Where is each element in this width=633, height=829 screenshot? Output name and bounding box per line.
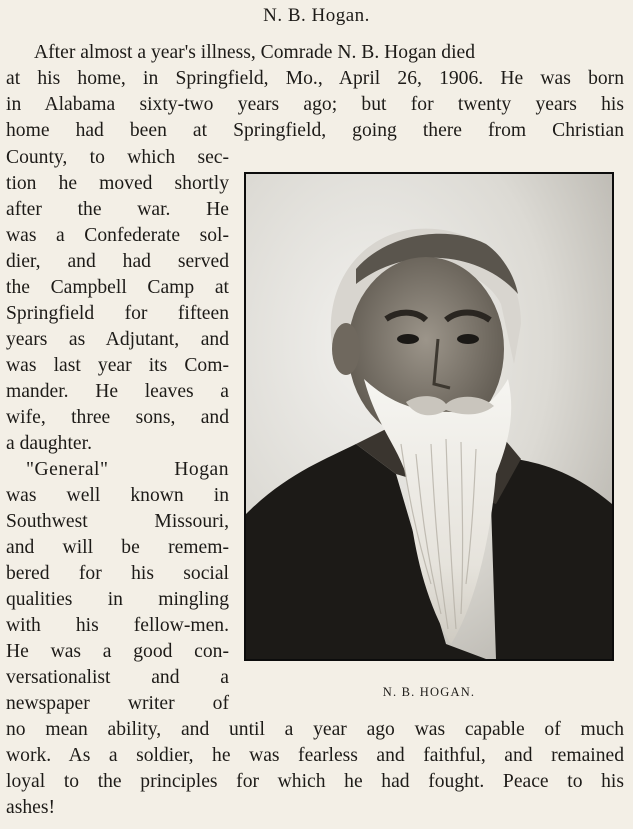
text-line: versationalist and a bbox=[6, 667, 229, 688]
text-line: a daughter. bbox=[6, 433, 92, 454]
text-line: no mean ability, and until a year ago was capable of much bbox=[6, 719, 624, 740]
portrait-caption: N. B. HOGAN. bbox=[382, 685, 476, 699]
text-line: tion he moved shortly bbox=[6, 173, 229, 194]
text-line: was well known in bbox=[6, 485, 229, 506]
text-line: Springfield for fifteen bbox=[6, 303, 229, 324]
text-line: mander. He leaves a bbox=[6, 381, 229, 402]
portrait-illustration bbox=[246, 174, 612, 659]
text-line: County, to which sec- bbox=[6, 147, 229, 168]
text-line: newspaper writer of bbox=[6, 693, 229, 714]
text-line: wife, three sons, and bbox=[6, 407, 229, 428]
text-line: Southwest Missouri, bbox=[6, 511, 229, 532]
text-line: "General" Hogan bbox=[26, 459, 229, 480]
article-heading: N. B. Hogan. bbox=[263, 5, 370, 26]
text-line: home had been at Springfield, going there from Christian bbox=[6, 120, 624, 141]
text-line: dier, and had served bbox=[6, 251, 229, 272]
text-line: at his home, in Springfield, Mo., April 26, 1906. He was born bbox=[6, 68, 624, 89]
text-line: with his fellow-men. bbox=[6, 615, 229, 636]
text-line: ashes! bbox=[6, 797, 55, 818]
text-line: After almost a year's illness, Comrade N. B. Hogan died bbox=[34, 42, 476, 63]
text-line: in Alabama sixty-two years ago; but for twenty years his bbox=[6, 94, 624, 115]
text-line: qualities in mingling bbox=[6, 589, 229, 610]
portrait-photo bbox=[244, 172, 614, 661]
text-line: was last year its Com- bbox=[6, 355, 229, 376]
text-line: work. As a soldier, he was fearless and faithful, and remained bbox=[6, 745, 624, 766]
text-line: was a Confederate sol- bbox=[6, 225, 229, 246]
text-line: the Campbell Camp at bbox=[6, 277, 229, 298]
text-line: loyal to the principles for which he had fought. Peace to his bbox=[6, 771, 624, 792]
text-line: years as Adjutant, and bbox=[6, 329, 229, 350]
text-line: bered for his social bbox=[6, 563, 229, 584]
text-line: He was a good con- bbox=[6, 641, 229, 662]
text-line: and will be remem- bbox=[6, 537, 229, 558]
text-line: after the war. He bbox=[6, 199, 229, 220]
